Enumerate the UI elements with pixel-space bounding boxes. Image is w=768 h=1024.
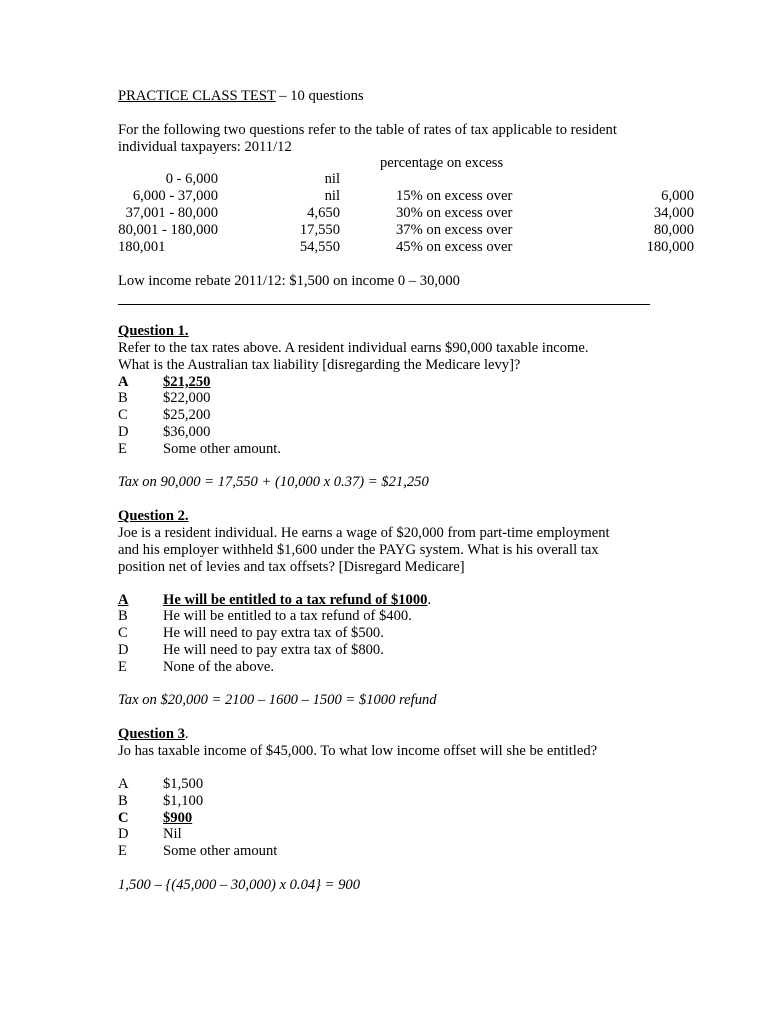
option-letter: A	[118, 776, 129, 792]
question-2-heading: Question 2.	[118, 508, 189, 524]
tax-table-header: percentage on excess	[380, 155, 504, 171]
page-title-main: PRACTICE CLASS TEST	[118, 88, 276, 104]
table-cell-base: nil	[324, 171, 340, 187]
option-text: $36,000	[163, 424, 211, 440]
table-cell-rate: 15% on excess over	[396, 188, 513, 204]
question-1-text: Refer to the tax rates above. A resident individual earns $90,000 taxable income.	[118, 340, 589, 356]
option-text: None of the above.	[163, 659, 275, 675]
option-c[interactable]	[118, 407, 210, 424]
question-3-text: Jo has taxable income of $45,000. To what low income offset will she be entitled?	[118, 743, 598, 759]
question-1-answer: Tax on 90,000 = 17,550 + (10,000 x 0.37) = $21,250	[118, 474, 429, 490]
table-cell-base: 17,550	[299, 222, 340, 238]
tax-rate-table	[118, 171, 694, 256]
table-cell-threshold: 34,000	[653, 205, 694, 221]
table-cell-range: 0 - 6,000	[165, 171, 218, 187]
question-2-text: Joe is a resident individual. He earns a wage of $20,000 from part-time employment	[118, 525, 610, 541]
divider	[118, 304, 650, 305]
table-cell-threshold: 6,000	[661, 188, 694, 204]
option-letter: A	[118, 374, 129, 390]
question-3-answer: 1,500 – {(45,000 – 30,000) x 0.04} = 900	[118, 877, 361, 893]
question-1-text: What is the Australian tax liability [disregarding the Medicare levy]?	[118, 357, 521, 373]
option-text: $1,100	[163, 793, 204, 809]
option-a[interactable]	[118, 776, 203, 793]
option-e[interactable]	[118, 659, 274, 676]
option-a[interactable]	[118, 374, 210, 391]
option-c[interactable]	[118, 625, 384, 642]
option-d[interactable]	[118, 424, 210, 441]
option-text: $21,250	[163, 374, 211, 390]
question-2-answer: Tax on $20,000 = 2100 – 1600 – 1500 = $1000 refund	[118, 692, 437, 708]
option-d[interactable]	[118, 642, 384, 659]
table-cell-threshold: 80,000	[653, 222, 694, 238]
option-text: He will need to pay extra tax of $800.	[163, 642, 384, 658]
option-text: He will be entitled to a tax refund of $1000	[163, 592, 428, 608]
option-text: Some other amount.	[163, 441, 281, 457]
intro-line-2: individual taxpayers: 2011/12	[118, 139, 292, 155]
option-e[interactable]	[118, 843, 277, 860]
option-letter: E	[118, 659, 127, 675]
table-cell-rate: 45% on excess over	[396, 239, 513, 255]
option-text: He will be entitled to a tax refund of $400.	[163, 608, 412, 624]
table-cell-base: 4,650	[307, 205, 340, 221]
option-text: Nil	[163, 826, 182, 842]
table-cell-range: 80,001 - 180,000	[118, 222, 218, 238]
option-b[interactable]	[118, 793, 203, 810]
question-3-heading	[118, 726, 189, 743]
table-cell-base: nil	[324, 188, 340, 204]
table-row	[118, 239, 694, 256]
question-3-heading-period: .	[184, 726, 189, 742]
option-d[interactable]	[118, 826, 182, 843]
option-letter: E	[118, 843, 127, 859]
table-cell-base: 54,550	[299, 239, 340, 255]
option-letter: C	[118, 810, 129, 826]
option-letter: C	[118, 407, 128, 423]
option-letter: A	[118, 592, 129, 608]
intro-line-1: For the following two questions refer to the table of rates of tax applicable to resident	[118, 122, 617, 138]
question-2-text: and his employer withheld $1,600 under the PAYG system. What is his overall tax	[118, 542, 599, 558]
option-letter: C	[118, 625, 128, 641]
option-b[interactable]	[118, 608, 412, 625]
question-1-heading: Question 1.	[118, 323, 189, 339]
table-row	[118, 222, 694, 239]
option-e[interactable]	[118, 441, 281, 458]
option-letter: B	[118, 390, 128, 406]
option-letter: E	[118, 441, 127, 457]
table-row	[118, 188, 694, 205]
option-b[interactable]	[118, 390, 210, 407]
option-a[interactable]	[118, 592, 431, 609]
option-c[interactable]	[118, 810, 192, 827]
table-cell-range: 6,000 - 37,000	[132, 188, 218, 204]
option-letter: D	[118, 424, 129, 440]
option-text: Some other amount	[163, 843, 278, 859]
table-cell-rate: 37% on excess over	[396, 222, 513, 238]
page-title-suffix: – 10 questions	[275, 88, 364, 104]
option-letter: D	[118, 642, 129, 658]
option-letter: B	[118, 793, 128, 809]
option-period: .	[427, 592, 432, 608]
table-cell-threshold: 180,000	[646, 239, 694, 255]
page-title	[118, 88, 364, 105]
rebate-note: Low income rebate 2011/12: $1,500 on income 0 – 30,000	[118, 273, 460, 289]
option-letter: D	[118, 826, 129, 842]
option-text: $900	[163, 810, 193, 826]
table-cell-rate: 30% on excess over	[396, 205, 513, 221]
option-text: $1,500	[163, 776, 204, 792]
option-text: He will need to pay extra tax of $500.	[163, 625, 384, 641]
table-row	[118, 171, 588, 188]
option-text: $22,000	[163, 390, 211, 406]
option-text: $25,200	[163, 407, 211, 423]
question-2-text: position net of levies and tax offsets? [Disregard Medicare]	[118, 559, 465, 575]
option-letter: B	[118, 608, 128, 624]
table-row	[118, 205, 694, 222]
table-cell-range: 180,001	[118, 239, 166, 255]
table-cell-range: 37,001 - 80,000	[125, 205, 218, 221]
question-3-heading-text: Question 3	[118, 726, 185, 742]
